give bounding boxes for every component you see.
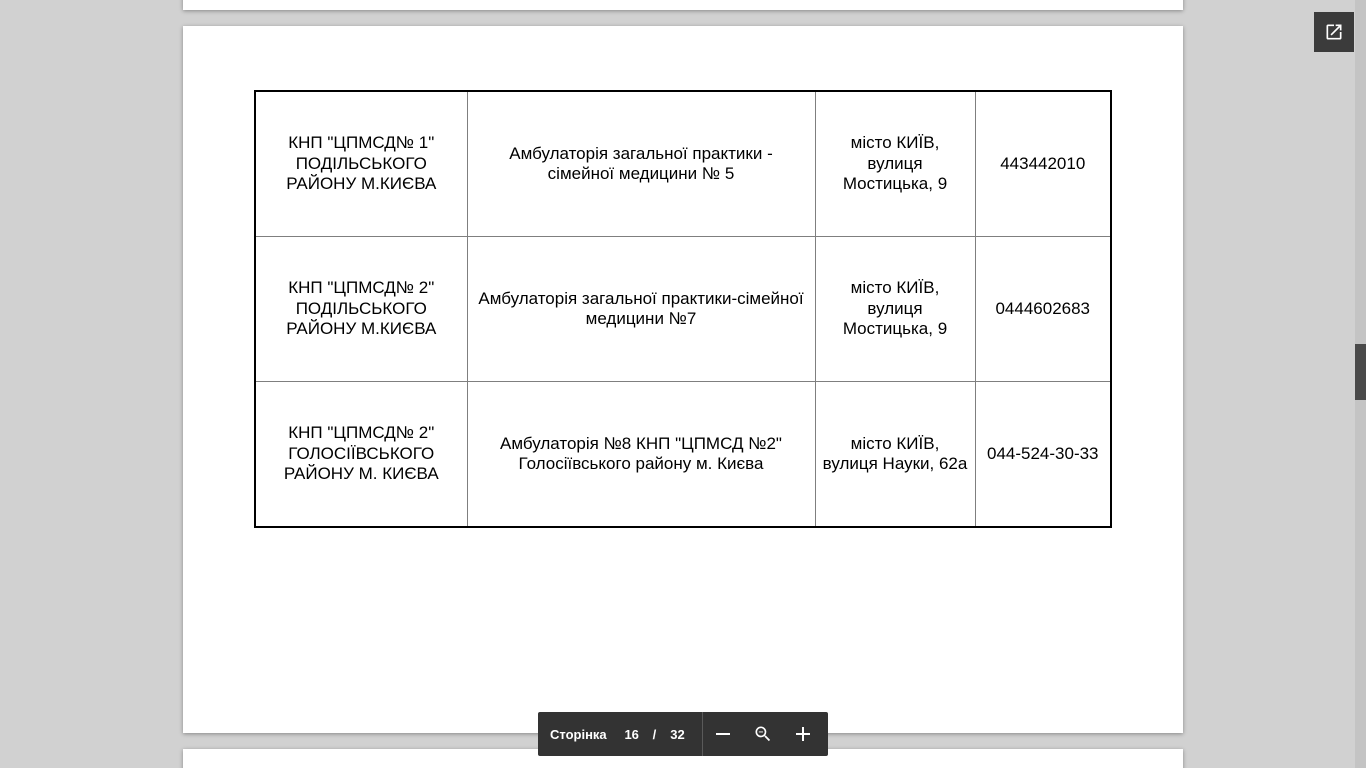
magnifier-minus-icon	[753, 724, 773, 744]
address-cell: місто КИЇВ, вулиця Мостицька, 9	[815, 237, 975, 382]
previous-page	[183, 0, 1183, 10]
address-cell: місто КИЇВ, вулиця Мостицька, 9	[815, 91, 975, 237]
plus-icon	[795, 726, 811, 742]
document-page	[183, 26, 1183, 733]
total-pages: 32	[670, 726, 685, 742]
scrollbar-thumb[interactable]	[1355, 344, 1366, 400]
table-row	[255, 237, 1111, 382]
open-in-new-icon	[1324, 22, 1344, 42]
page-toolbar	[538, 712, 828, 756]
table-row	[255, 382, 1111, 528]
phone-cell: 044-524-30-33	[975, 382, 1111, 528]
page-separator: /	[652, 726, 657, 742]
facility-cell: Амбулаторія загальної практики-сімейної медицини №7	[467, 237, 815, 382]
popout-button[interactable]	[1314, 12, 1354, 52]
page-number-input[interactable]	[619, 727, 645, 742]
zoom-reset-button[interactable]	[743, 712, 783, 756]
zoom-in-button[interactable]	[783, 712, 823, 756]
address-cell: місто КИЇВ, вулиця Науки, 62а	[815, 382, 975, 528]
phone-cell: 0444602683	[975, 237, 1111, 382]
facility-cell: Амбулаторія загальної практики - сімейної медицини № 5	[467, 91, 815, 237]
facility-cell: Амбулаторія №8 КНП "ЦПМСД №2" Голосіївського району м. Києва	[467, 382, 815, 528]
table-row	[255, 91, 1111, 237]
zoom-out-button[interactable]	[703, 712, 743, 756]
organization-cell: КНП "ЦПМСД№ 1" ПОДІЛЬСЬКОГО РАЙОНУ М.КИЄВА	[255, 91, 467, 237]
page-label: Сторінка	[550, 726, 607, 742]
organization-cell: КНП "ЦПМСД№ 2" ГОЛОСІЇВСЬКОГО РАЙОНУ М. КИЄВА	[255, 382, 467, 528]
organization-cell: КНП "ЦПМСД№ 2" ПОДІЛЬСЬКОГО РАЙОНУ М.КИЄВА	[255, 237, 467, 382]
minus-icon	[715, 726, 731, 742]
phone-cell: 443442010	[975, 91, 1111, 237]
facilities-table	[254, 90, 1112, 528]
